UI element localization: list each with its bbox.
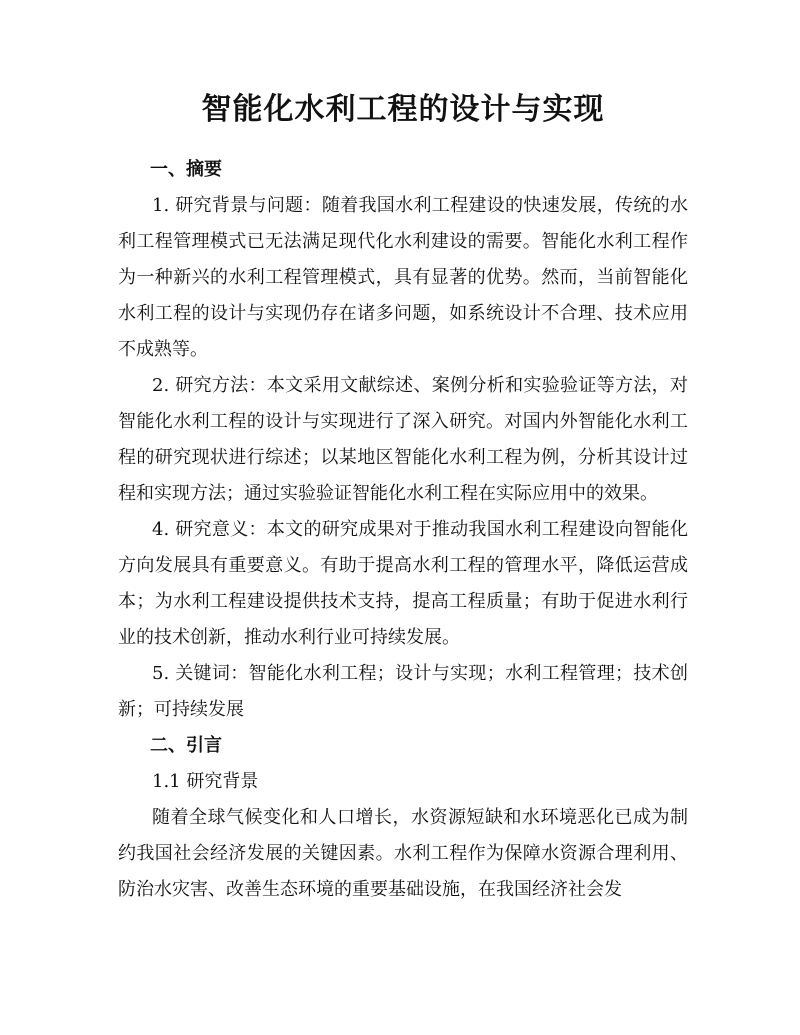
document-title: 智能化水利工程的设计与实现: [201, 92, 605, 127]
intro-subheading-background: 1.1 研究背景: [152, 771, 259, 792]
section-heading-abstract: 一、摘要: [150, 159, 222, 180]
section-heading-introduction: 二、引言: [150, 735, 222, 756]
abstract-paragraph-methods: 2. 研究方法：本文采用文献综述、案例分析和实验验证等方法，对智能化水利工程的设计与实现进行了深入研究。对国内外智能化水利工程的研究现状进行综述；以某地区智能化水利工程为例，分析其设计过程和实现方法；通过实验验证智能化水利工程在实际应用中的效果。: [118, 375, 688, 504]
document-page: [118, 88, 688, 908]
abstract-paragraph-keywords: 5. 关键词：智能化水利工程；设计与实现；水利工程管理；技术创新；可持续发展: [118, 663, 688, 720]
intro-paragraph-1: 随着全球气候变化和人口增长，水资源短缺和水环境恶化已成为制约我国社会经济发展的关键因素。水利工程作为保障水资源合理利用、防治水灾害、改善生态环境的重要基础设施，在我国经济社会发: [118, 807, 688, 900]
abstract-paragraph-background: 1. 研究背景与问题：随着我国水利工程建设的快速发展，传统的水利工程管理模式已无法满足现代化水利建设的需要。智能化水利工程作为一种新兴的水利工程管理模式，具有显著的优势。然而，当前智能化水利工程的设计与实现仍存在诸多问题，如系统设计不合理、技术应用不成熟等。: [118, 195, 688, 360]
abstract-paragraph-significance: 4. 研究意义：本文的研究成果对于推动我国水利工程建设向智能化方向发展具有重要意义。有助于提高水利工程的管理水平，降低运营成本；为水利工程建设提供技术支持，提高工程质量；有助于促进水利行业的技术创新，推动水利行业可持续发展。: [118, 519, 688, 648]
